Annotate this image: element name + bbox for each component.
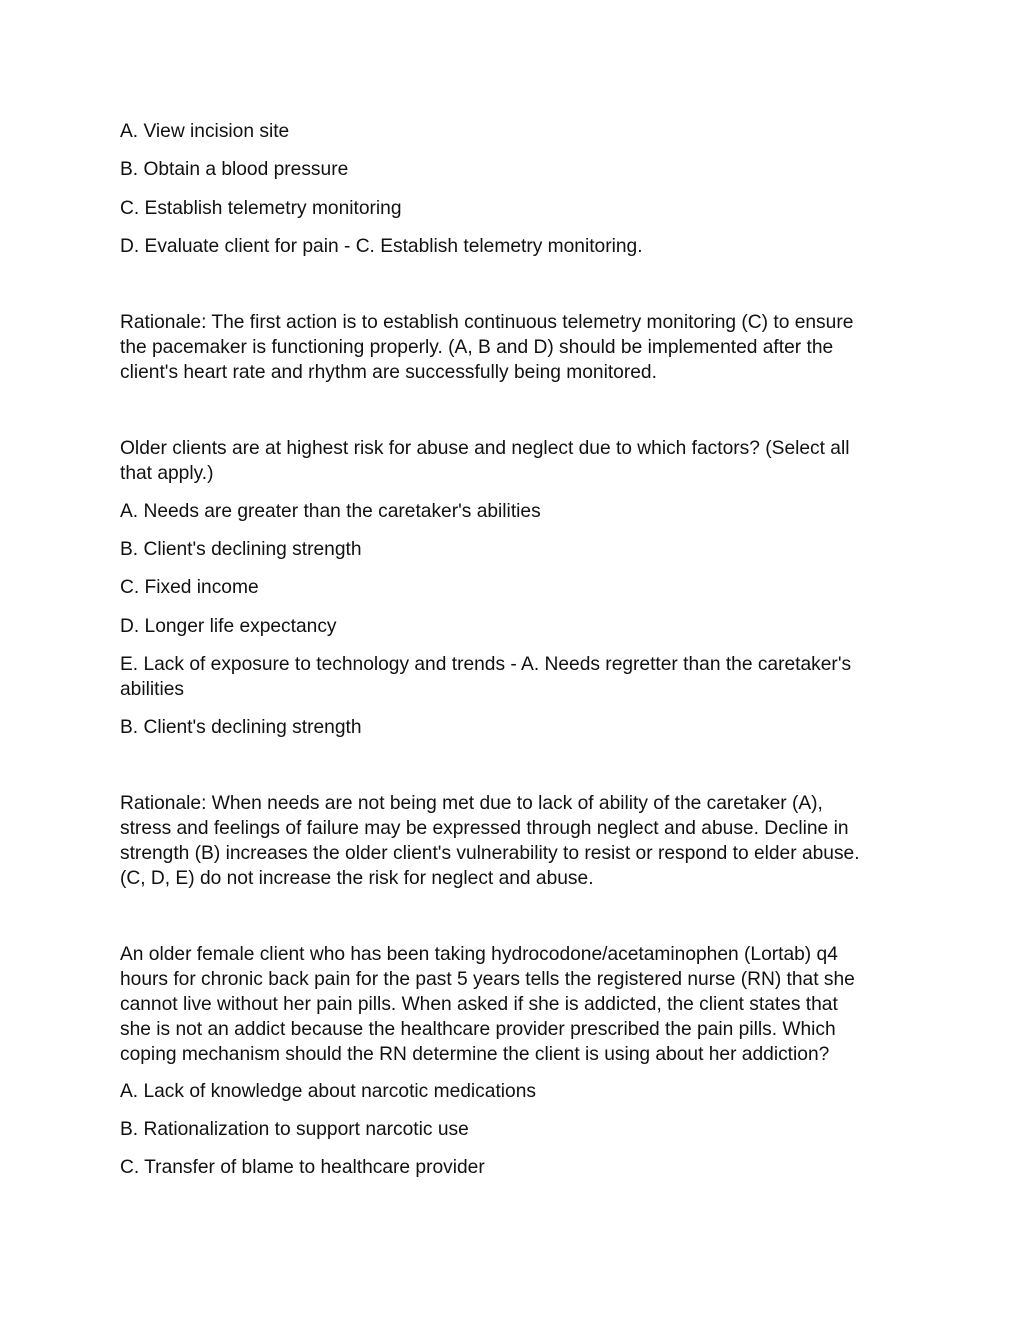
q2-option-e-line: abilities — [120, 679, 184, 700]
q1-rationale-line: the pacemaker is functioning properly. (A, B and D) should be implemented after the — [120, 337, 834, 358]
q3-question-line: coping mechanism should the RN determine the client is using about her addiction? — [120, 1044, 830, 1065]
q3-question-line: cannot live without her pain pills. When asked if she is addicted, the client states that — [120, 994, 838, 1015]
q2-option-b: B. Client's declining strength — [120, 539, 362, 560]
q2-rationale-line: (C, D, E) do not increase the risk for neglect and abuse. — [120, 868, 594, 889]
q3-question — [120, 942, 900, 1067]
q1-option-c: C. Establish telemetry monitoring — [120, 198, 402, 219]
q2-question-line: that apply.) — [120, 463, 214, 484]
q1-option-b: B. Obtain a blood pressure — [120, 159, 349, 180]
q2-option-e-line: E. Lack of exposure to technology and trends - A. Needs regretter than the caretaker's — [120, 654, 852, 675]
q1-option-d-answer: D. Evaluate client for pain - C. Establish telemetry monitoring. — [120, 236, 643, 257]
q1-option-a: A. View incision site — [120, 121, 290, 142]
q2-option-e-answer — [120, 652, 900, 702]
q2-rationale-line: stress and feelings of failure may be expressed through neglect and abuse. Decline in — [120, 818, 849, 839]
q2-option-c: C. Fixed income — [120, 577, 259, 598]
q3-question-line: she is not an addict because the healthcare provider prescribed the pain pills. Which — [120, 1019, 836, 1040]
q2-question — [120, 436, 900, 486]
q3-question-line: hours for chronic back pain for the past 5 years tells the registered nurse (RN) that she — [120, 969, 855, 990]
q3-option-c: C. Transfer of blame to healthcare provider — [120, 1157, 485, 1178]
q2-option-a: A. Needs are greater than the caretaker's abilities — [120, 501, 541, 522]
q2-answer-b: B. Client's declining strength — [120, 717, 362, 738]
q3-option-a: A. Lack of knowledge about narcotic medications — [120, 1081, 536, 1102]
q1-rationale-line: client's heart rate and rhythm are successfully being monitored. — [120, 362, 657, 383]
q2-rationale-line: strength (B) increases the older client's vulnerability to resist or respond to elder abuse. — [120, 843, 860, 864]
q2-question-line: Older clients are at highest risk for abuse and neglect due to which factors? (Select all — [120, 438, 850, 459]
q2-option-d: D. Longer life expectancy — [120, 616, 337, 637]
q1-rationale-line: Rationale: The first action is to establish continuous telemetry monitoring (C) to ensure — [120, 312, 854, 333]
q2-rationale-line: Rationale: When needs are not being met due to lack of ability of the caretaker (A), — [120, 793, 823, 814]
q1-rationale — [120, 310, 900, 385]
q3-option-b: B. Rationalization to support narcotic use — [120, 1119, 469, 1140]
q2-rationale — [120, 791, 900, 891]
q3-question-line: An older female client who has been taking hydrocodone/acetaminophen (Lortab) q4 — [120, 944, 838, 965]
